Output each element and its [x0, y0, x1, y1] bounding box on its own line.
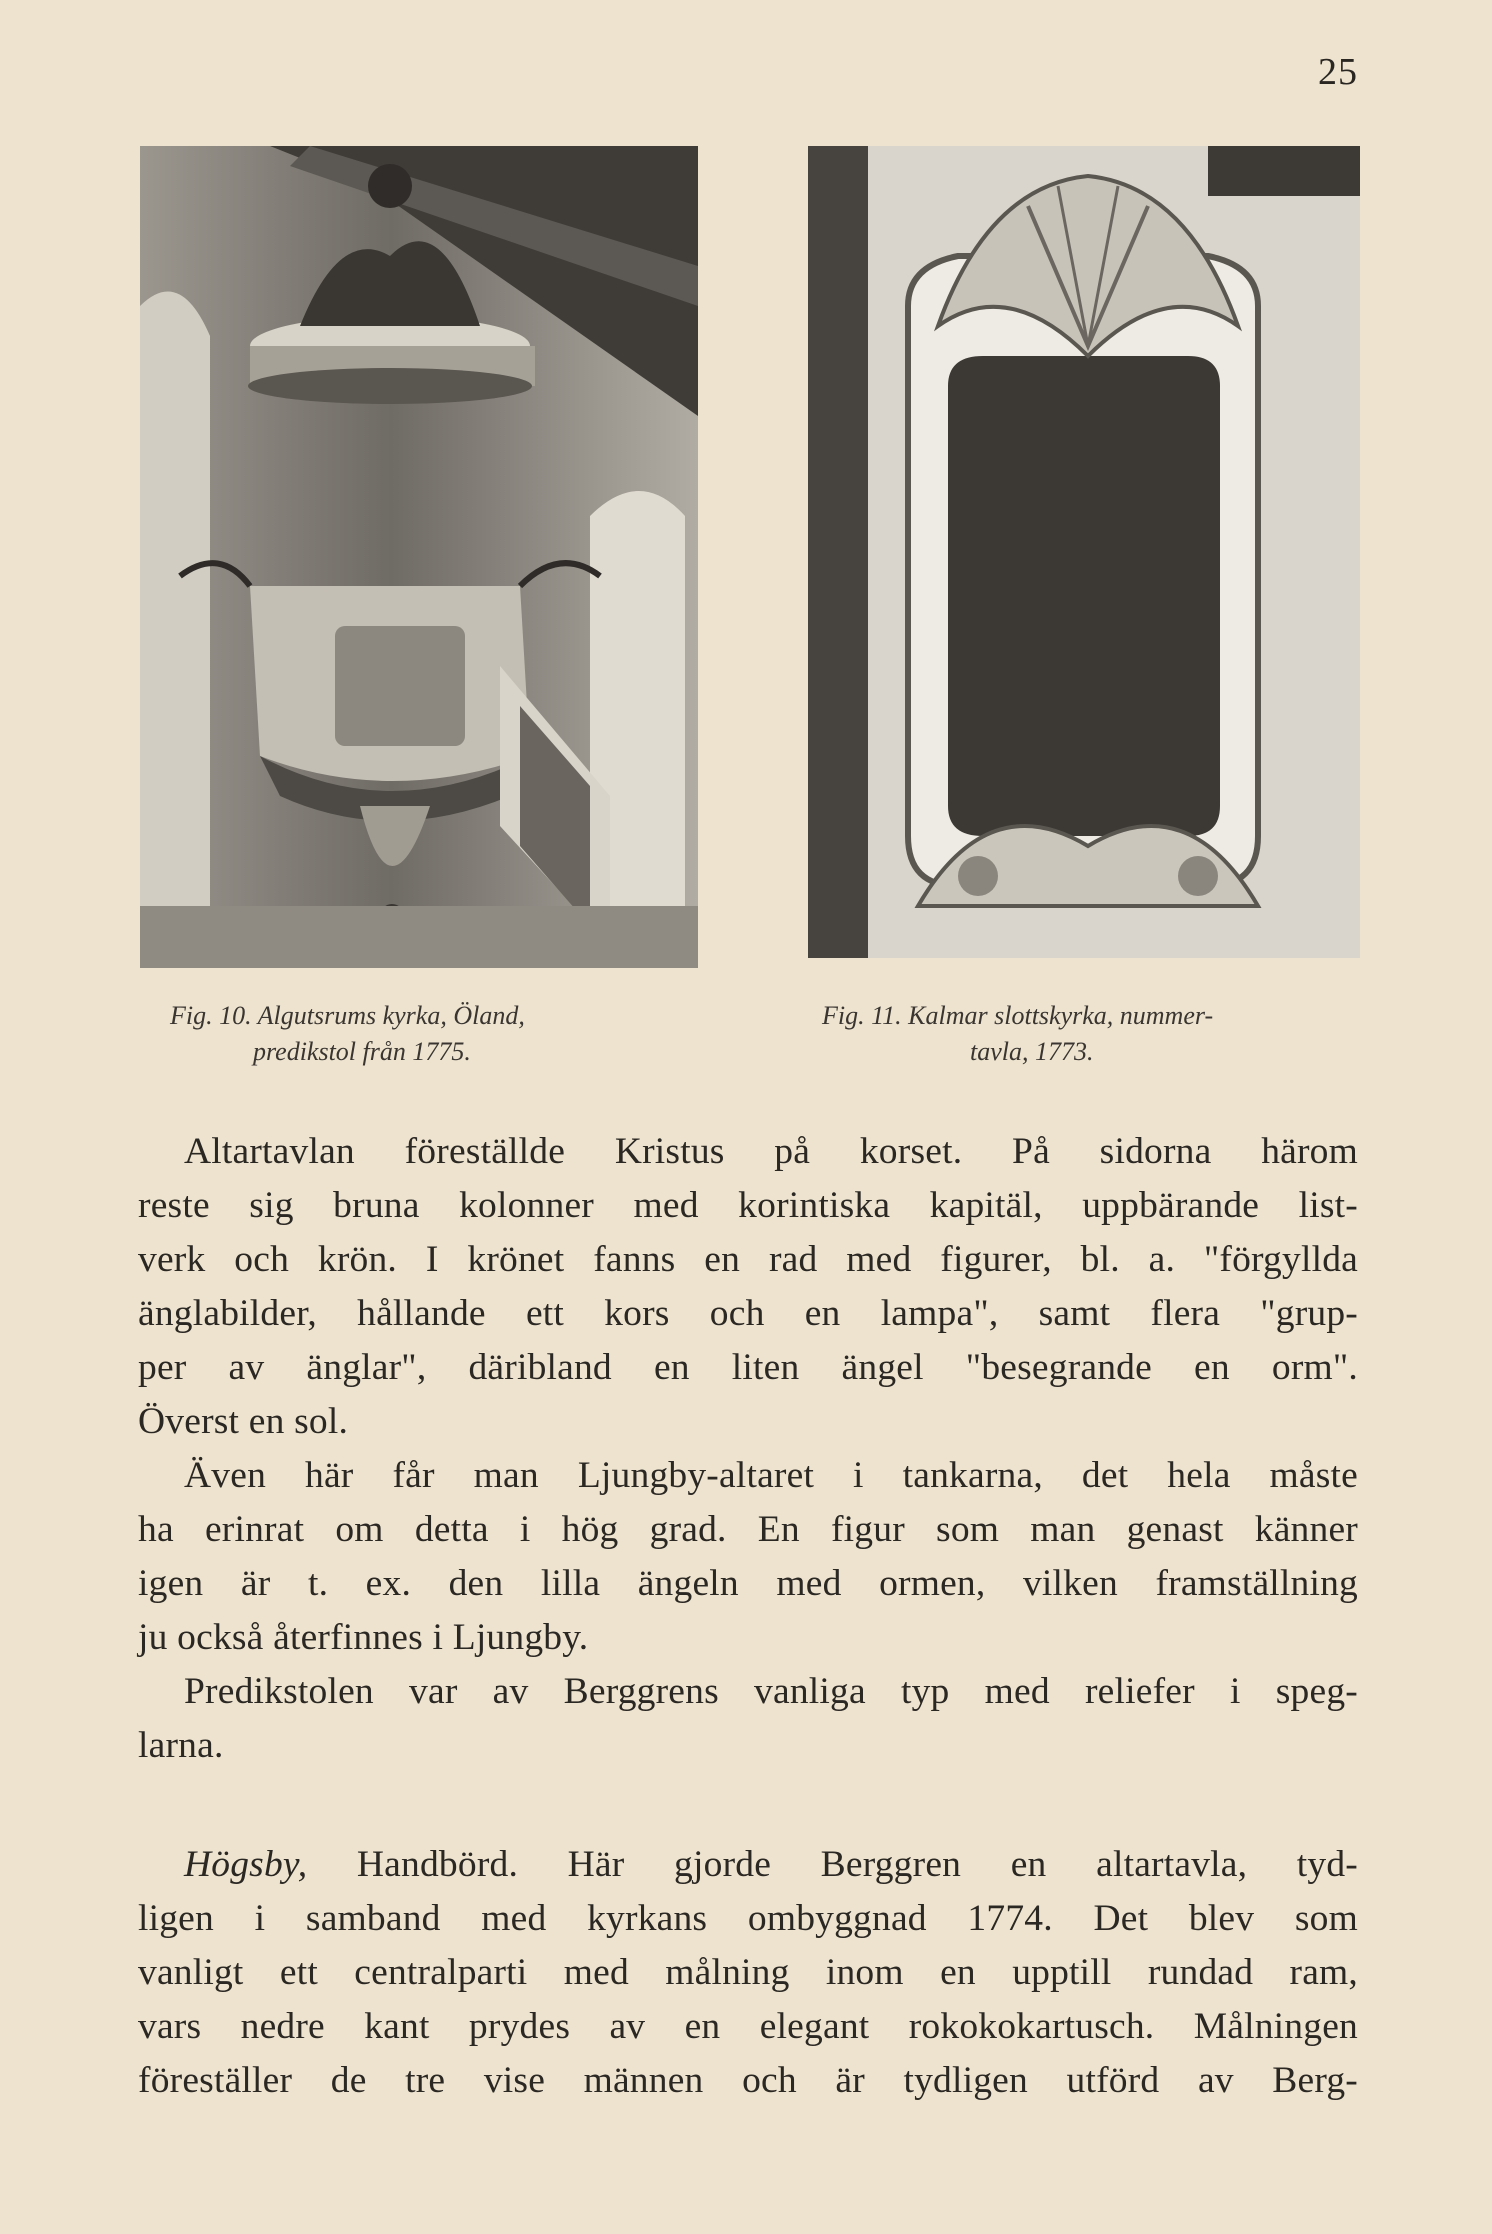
caption-line: tavla, 1773.: [970, 1037, 1094, 1066]
caption-line: Fig. 11. Kalmar slottskyrka, nummer-: [822, 1001, 1214, 1030]
text-line: igen är t. ex. den lilla ängeln med ormen, vilken framställning: [138, 1563, 1358, 1604]
text-line: Predikstolen var av Berggrens vanliga typ med reliefer i speg-: [184, 1671, 1358, 1712]
paragraph-hogsby: [138, 1838, 1358, 2108]
figure-10-caption: [170, 998, 690, 1070]
place-name: Högsby,: [184, 1844, 308, 1885]
text-line: [138, 1838, 1358, 1892]
text-line: larna.: [138, 1725, 224, 1766]
text-line: Överst en sol.: [138, 1401, 349, 1442]
text-line: ju också återfinnes i Ljungby.: [138, 1617, 589, 1658]
paragraph-predikstolen: [138, 1665, 1358, 1773]
paragraph-altartavlan: [138, 1125, 1358, 1449]
text-line: föreställer de tre vise männen och är tydligen utförd av Berg-: [138, 2060, 1358, 2101]
text-line: reste sig bruna kolonner med korintiska kapitäl, uppbärande list-: [138, 1185, 1358, 1226]
figure-11-caption: [822, 998, 1362, 1070]
page-number: 25: [1318, 51, 1358, 93]
paragraph-ljungby: [138, 1449, 1358, 1665]
text-line: Altartavlan föreställde Kristus på korset. På sidorna härom: [184, 1131, 1358, 1172]
text-line: Även här får man Ljungby-altaret i tankarna, det hela måste: [184, 1455, 1358, 1496]
text-line: ha erinrat om detta i hög grad. En figur som man genast känner: [138, 1509, 1358, 1550]
number-board-photograph: [808, 146, 1360, 958]
text-line: vars nedre kant prydes av en elegant rokokokartusch. Målningen: [138, 2006, 1358, 2047]
text-line: verk och krön. I krönet fanns en rad med figurer, bl. a. "förgyllda: [138, 1239, 1358, 1280]
text-line: änglabilder, hållande ett kors och en lampa", samt flera "grup-: [138, 1293, 1358, 1334]
caption-line: predikstol från 1775.: [253, 1037, 471, 1066]
text-line: ligen i samband med kyrkans ombyggnad 1774. Det blev som: [138, 1898, 1358, 1939]
pulpit-photograph: [140, 146, 698, 968]
text-line: per av änglar", däribland en liten ängel "besegrande en orm".: [138, 1347, 1358, 1388]
text-line: vanligt ett centralparti med målning inom en upptill rundad ram,: [138, 1952, 1358, 1993]
caption-line: Fig. 10. Algutsrums kyrka, Öland,: [170, 1001, 525, 1030]
text-segment: Handbörd. Här gjorde Berggren en altartavla, tyd-: [307, 1844, 1358, 1885]
